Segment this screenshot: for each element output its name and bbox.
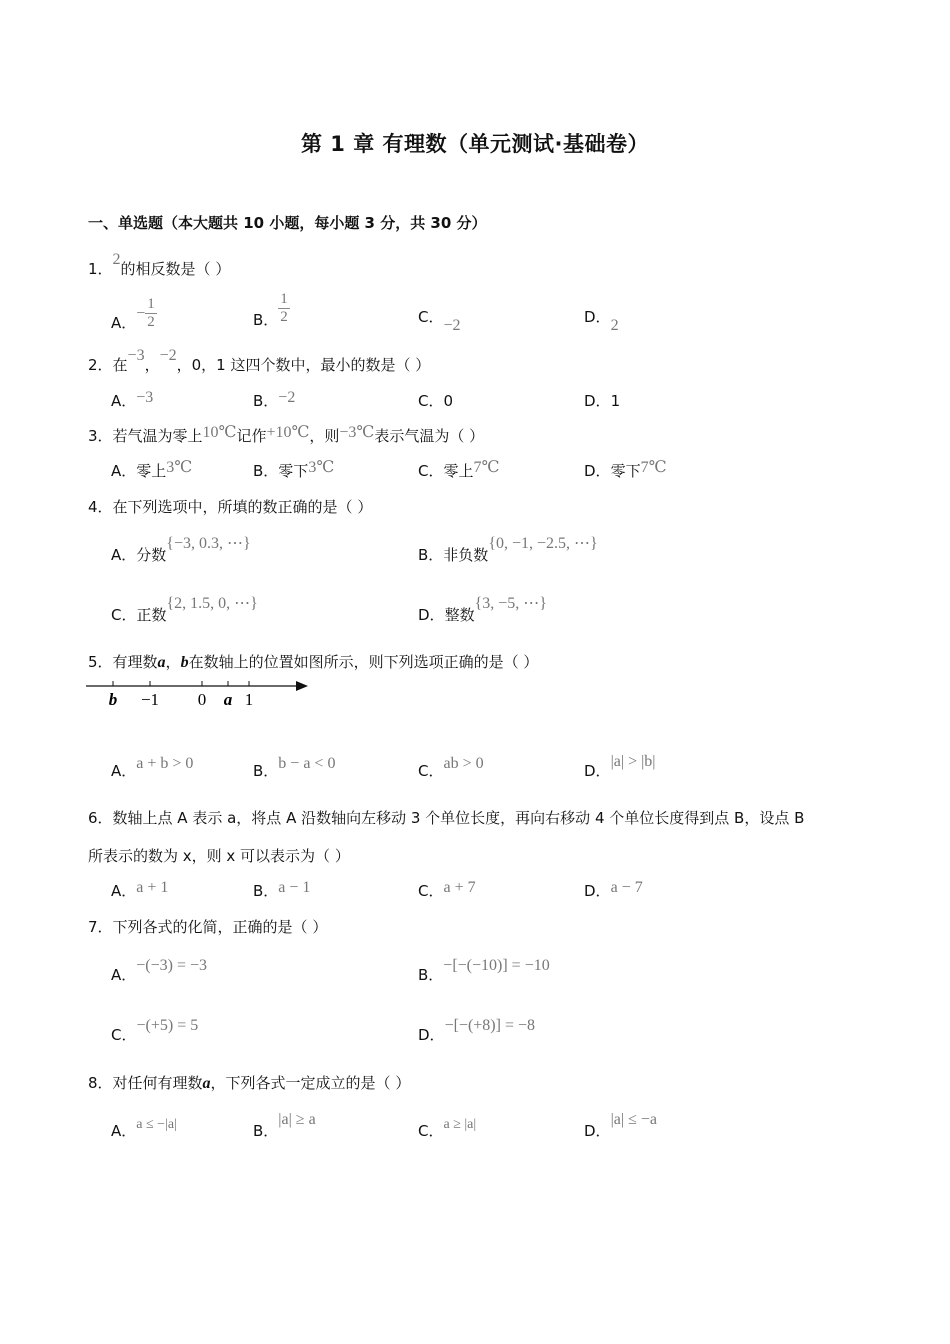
axis-label-a: a [223,690,233,709]
section-heading: 一、单选题（本大题共 10 小题，每小题 3 分，共 30 分） [88,214,487,232]
q6-option-b: B．a − 1 [253,879,311,900]
q3-option-b: B．零下3℃ [253,459,335,480]
q7-option-a: A．−(−3) = −3 [111,957,208,984]
q4-option-b: B．非负数{0, −1, −2.5, ⋯} [418,535,598,564]
question-7-stem: 7．下列各式的化简，正确的是（ ） [88,918,328,936]
question-5-stem: 5．有理数a，b在数轴上的位置如图所示，则下列选项正确的是（ ） [88,653,539,671]
q6-option-a: A．a + 1 [111,879,169,900]
q4-option-c: C．正数{2, 1.5, 0, ⋯} [111,595,258,624]
q3-option-c: C．零上7℃ [418,459,500,480]
q5-option-c: C．ab > 0 [418,755,484,780]
question-6-line-1: 6．数轴上点 A 表示 a，将点 A 沿数轴向左移动 3 个单位长度，再向右移动 4 个单位长度得到点 B，设点 B [88,809,805,827]
question-2-stem: 2．在−3，−2，0，1 这四个数中，最小的数是（ ） [88,347,431,374]
q1-option-c: C．−2 [418,308,461,334]
q1-a-fraction: $\frac{1}{2}$ [147,296,155,330]
axis-label-b: b [108,690,118,709]
number-line-figure [84,676,314,712]
q3-option-a: A．零上3℃ [111,459,193,480]
q5-option-a: A．a + b > 0 [111,755,194,780]
question-6-line-2: 所表示的数为 x，则 x 可以表示为（ ） [88,847,350,865]
q8-option-d: D．|a| ≤ −a [584,1111,657,1140]
q5-option-d: D．|a| > |b| [584,753,656,780]
axis-label-1: 1 [244,690,254,709]
q8-option-c: C．a ≥ |a| [418,1117,477,1140]
q2-option-b: B．−2 [253,389,296,410]
axis-label-minus-1: −1 [140,690,160,709]
q7-option-b: B．−[−(−10)] = −10 [418,957,550,984]
q8-option-a: A．a ≤ −|a| [111,1117,177,1140]
question-1-stem: 1．2的相反数是（ ） [88,251,231,278]
q7-option-c: C．−(+5) = 5 [111,1017,199,1044]
q2-option-a: A．−3 [111,389,154,410]
q6-option-d: D．a − 7 [584,879,643,900]
q1-math: 2 [112,251,121,268]
q1-option-b: B． $\frac{1}{2}$ [253,291,288,329]
number-line-arrow [296,681,308,691]
q1-option-a: A．− $\frac{1}{2}$ [111,296,155,332]
question-3-stem: 3．若气温为零上10℃记作+10℃，则−3℃表示气温为（ ） [88,424,485,445]
q3-option-d: D．零下7℃ [584,459,667,480]
q5-option-b: B．b − a < 0 [253,755,336,780]
question-8-stem: 8．对任何有理数a，下列各式一定成立的是（ ） [88,1074,411,1092]
q8-option-b: B．|a| ≥ a [253,1111,316,1140]
q4-option-a: A．分数{−3, 0.3, ⋯} [111,535,251,564]
q4-option-d: D．整数{3, −5, ⋯} [418,595,547,624]
page-title: 第 1 章 有理数（单元测试·基础卷） [300,132,650,156]
q1-option-d: D．2 [584,308,619,334]
q2-option-d: D．1 [584,392,621,410]
q6-option-c: C．a + 7 [418,879,476,900]
q1-b-fraction: $\frac{1}{2}$ [280,291,288,325]
question-4-stem: 4．在下列选项中，所填的数正确的是（ ） [88,498,373,516]
axis-label-0: 0 [197,690,207,709]
q2-option-c: C．0 [418,392,454,410]
q7-option-d: D．−[−(+8)] = −8 [418,1017,535,1044]
